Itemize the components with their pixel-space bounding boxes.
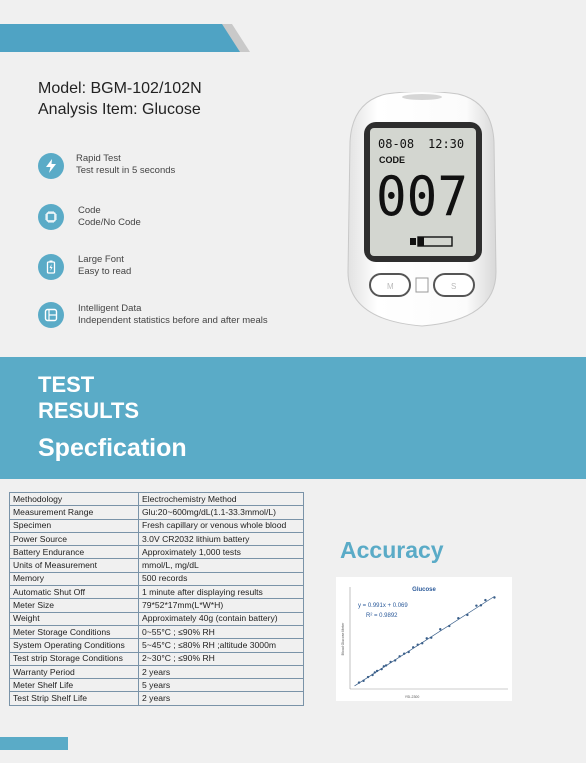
feature-text (76, 153, 175, 177)
regression-equation: y = 0.991x + 0.069 (358, 603, 408, 609)
data-point (448, 625, 450, 627)
data-point (389, 661, 391, 663)
table-row (10, 665, 304, 678)
spec-table (9, 492, 304, 706)
spec-value: Fresh capillary or venous whole blood (139, 519, 304, 532)
spec-key: Warranty Period (10, 665, 139, 678)
device-code-label: CODE (379, 155, 406, 165)
feature-text (78, 254, 131, 278)
analysis-value: Glucose (142, 101, 201, 118)
feature-desc: Test result in 5 seconds (76, 165, 176, 176)
data-icon (38, 302, 64, 328)
table-row (10, 559, 304, 572)
table-row (10, 586, 304, 599)
feature-large-font (38, 254, 64, 280)
data-point (457, 617, 459, 619)
accuracy-title: Accuracy (340, 537, 444, 563)
table-row (10, 599, 304, 612)
feature-desc: Easy to read (78, 266, 132, 277)
spec-value: 79*52*17mm(L*W*H) (139, 599, 304, 612)
accuracy-chart (336, 577, 512, 701)
section-subheading: Specfication (38, 434, 187, 462)
r-squared: R² = 0.9892 (366, 613, 398, 619)
data-point (421, 642, 423, 644)
data-point (374, 671, 376, 673)
spec-value: Glu:20~600mg/dL(1.1-33.3mmol/L) (139, 506, 304, 519)
table-row (10, 519, 304, 532)
spec-value: 500 records (139, 572, 304, 585)
spec-key: Test Strip Shelf Life (10, 692, 139, 705)
spec-key: Power Source (10, 532, 139, 545)
data-point (475, 604, 477, 606)
table-row (10, 679, 304, 692)
spec-key: System Operating Conditions (10, 639, 139, 652)
data-point (466, 614, 468, 616)
spec-value: Approximately 40g (contain battery) (139, 612, 304, 625)
spec-key: Meter Size (10, 599, 139, 612)
spec-key: Measurement Range (10, 506, 139, 519)
right-button-label: S (451, 282, 457, 291)
data-point (439, 628, 441, 630)
data-point (398, 655, 400, 657)
feature-intelligent-data (38, 302, 64, 328)
feature-text (78, 303, 268, 327)
heading-test: TEST (38, 372, 95, 397)
model-label: Model: (38, 80, 87, 97)
spec-value: 2~30°C ; ≤90% RH (139, 652, 304, 665)
data-point (426, 637, 428, 639)
spec-key: Memory (10, 572, 139, 585)
feature-rapid-test (38, 153, 64, 179)
chart-title: Glucose (412, 587, 436, 593)
table-row (10, 546, 304, 559)
spec-value: 2 years (139, 692, 304, 705)
data-point (484, 599, 486, 601)
device-reading: 007 (376, 165, 468, 228)
model-value: BGM-102/102N (90, 80, 202, 97)
data-point (417, 644, 419, 646)
table-row (10, 493, 304, 506)
data-point (358, 681, 360, 683)
section-heading (38, 372, 139, 424)
feature-title: Code (78, 205, 101, 216)
lightning-icon (38, 153, 64, 179)
spec-value: 3.0V CR2032 lithium battery (139, 532, 304, 545)
feature-text (78, 205, 141, 229)
data-point (403, 653, 405, 655)
spec-value: 2 years (139, 665, 304, 678)
footer-bar (0, 737, 68, 750)
table-row (10, 506, 304, 519)
spec-key: Specimen (10, 519, 139, 532)
table-row (10, 692, 304, 705)
spec-value: 1 minute after displaying results (139, 586, 304, 599)
device-time: 12:30 (428, 137, 465, 151)
feature-title: Large Font (78, 254, 124, 265)
data-point (480, 604, 482, 606)
header-banner (0, 24, 250, 52)
table-row (10, 639, 304, 652)
feature-code (38, 204, 64, 230)
y-axis-label: Blood Glucose Meter (341, 622, 345, 656)
spec-value: 5 years (139, 679, 304, 692)
table-row (10, 612, 304, 625)
analysis-line (38, 101, 201, 119)
heading-results: RESULTS (38, 398, 140, 423)
x-axis-label: YSI-2300 (404, 695, 420, 699)
model-line (38, 80, 202, 98)
spec-key: Battery Endurance (10, 546, 139, 559)
glucose-meter-image (346, 92, 498, 328)
data-point (493, 596, 495, 598)
spec-value: Approximately 1,000 tests (139, 546, 304, 559)
spec-key: Units of Measurement (10, 559, 139, 572)
feature-desc: Code/No Code (78, 217, 141, 228)
data-point (394, 659, 396, 661)
data-point (376, 670, 378, 672)
table-row (10, 652, 304, 665)
data-point (385, 664, 387, 666)
feature-desc: Independent statistics before and after meals (78, 315, 268, 326)
data-point (407, 651, 409, 653)
spec-value: Electrochemistry Method (139, 493, 304, 506)
device-date: 08-08 (378, 137, 415, 151)
spec-value: 5~45°C ; ≤80% RH ;altitude 3000m (139, 639, 304, 652)
spec-key: Test strip Storage Conditions (10, 652, 139, 665)
data-point (380, 668, 382, 670)
data-point (367, 676, 369, 678)
table-row (10, 532, 304, 545)
table-row (10, 572, 304, 585)
feature-title: Intelligent Data (78, 303, 142, 314)
data-point (362, 680, 364, 682)
spec-key: Automatic Shut Off (10, 586, 139, 599)
data-point (412, 646, 414, 648)
data-point (430, 637, 432, 639)
spec-key: Meter Storage Conditions (10, 625, 139, 638)
data-point (371, 674, 373, 676)
chip-icon (38, 204, 64, 230)
spec-value: mmol/L, mg/dL (139, 559, 304, 572)
data-point (383, 665, 385, 667)
analysis-label: Analysis Item: (38, 101, 138, 118)
left-button-label: M (387, 282, 394, 291)
spec-key: Methodology (10, 493, 139, 506)
spec-key: Meter Shelf Life (10, 679, 139, 692)
spec-value: 0~55°C ; ≤90% RH (139, 625, 304, 638)
feature-title: Rapid Test (76, 153, 121, 164)
battery-icon (38, 254, 64, 280)
table-row (10, 625, 304, 638)
spec-key: Weight (10, 612, 139, 625)
